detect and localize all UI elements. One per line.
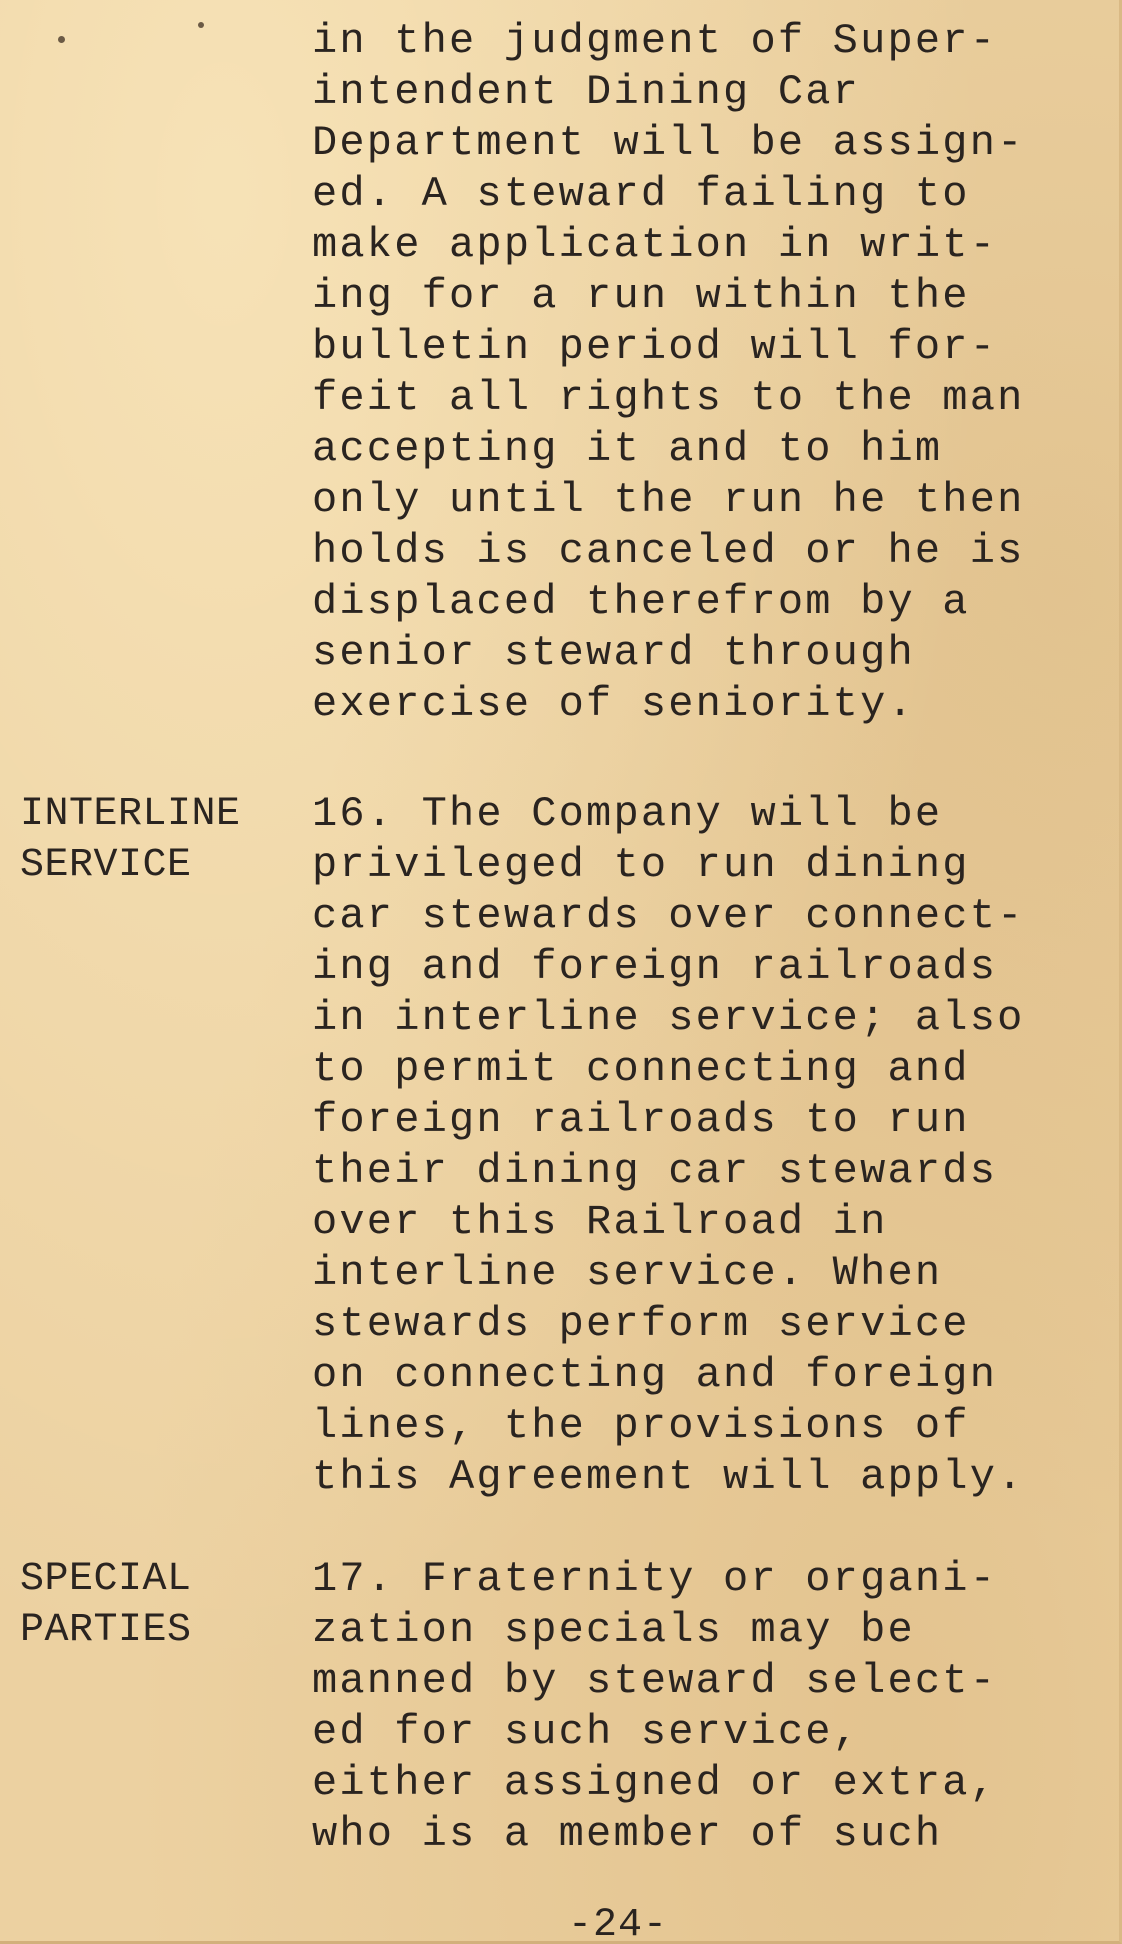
paragraph-line: ed. A steward failing to — [312, 170, 970, 218]
paragraph-line: zation specials may be — [312, 1606, 915, 1654]
paragraph-line: feit all rights to the man — [312, 374, 1025, 422]
paragraph-line: lines, the provisions of — [312, 1402, 970, 1450]
paragraph-line: senior steward through — [312, 629, 915, 677]
paragraph-line: foreign railroads to run — [312, 1096, 970, 1144]
paragraph-line: in interline service; also — [312, 994, 1025, 1042]
section-16-side-label — [20, 789, 310, 891]
paragraph-line: privileged to run dining — [312, 841, 970, 889]
paragraph-line: Department will be assign- — [312, 119, 1025, 167]
paragraph-line: ing for a run within the — [312, 272, 970, 320]
paragraph-line: displaced therefrom by a — [312, 578, 970, 626]
paragraph-line: intendent Dining Car — [312, 68, 861, 116]
paragraph-line: 16. The Company will be — [312, 790, 943, 838]
paragraph-line: bulletin period will for- — [312, 323, 998, 371]
paragraph-line: this Agreement will apply. — [312, 1453, 1025, 1501]
paragraph-line: on connecting and foreign — [312, 1351, 998, 1399]
paragraph-line: their dining car stewards — [312, 1147, 998, 1195]
section-16-body — [312, 789, 1112, 1503]
punch-hole-mark — [198, 22, 204, 28]
paragraph-line: ed for such service, — [312, 1708, 861, 1756]
page-number: -24- — [568, 1903, 669, 1944]
side-label-line: INTERLINE — [20, 792, 241, 837]
section-17-side-label — [20, 1554, 310, 1656]
paragraph-line: in the judgment of Super- — [312, 17, 998, 65]
paragraph-line: either assigned or extra, — [312, 1759, 998, 1807]
paragraph-line: holds is canceled or he is — [312, 527, 1025, 575]
paragraph-line: exercise of seniority. — [312, 680, 915, 728]
paragraph-line: who is a member of such — [312, 1810, 943, 1858]
paragraph-line: to permit connecting and — [312, 1045, 970, 1093]
paragraph-line: ing and foreign railroads — [312, 943, 998, 991]
side-label-line: PARTIES — [20, 1608, 192, 1653]
punch-hole-mark — [58, 36, 65, 43]
paragraph-line: accepting it and to him — [312, 425, 943, 473]
paragraph-line: car stewards over connect- — [312, 892, 1025, 940]
paragraph-line: manned by steward select- — [312, 1657, 998, 1705]
paragraph-line: make application in writ- — [312, 221, 998, 269]
paragraph-line: 17. Fraternity or organi- — [312, 1555, 998, 1603]
paragraph-line: only until the run he then — [312, 476, 1025, 524]
paragraph-line: stewards perform service — [312, 1300, 970, 1348]
section-17-body — [312, 1554, 1112, 1860]
continued-paragraph — [312, 16, 1112, 730]
paragraph-line: over this Railroad in — [312, 1198, 888, 1246]
paragraph-line: interline service. When — [312, 1249, 943, 1297]
side-label-line: SPECIAL — [20, 1557, 192, 1602]
side-label-line: SERVICE — [20, 843, 192, 888]
